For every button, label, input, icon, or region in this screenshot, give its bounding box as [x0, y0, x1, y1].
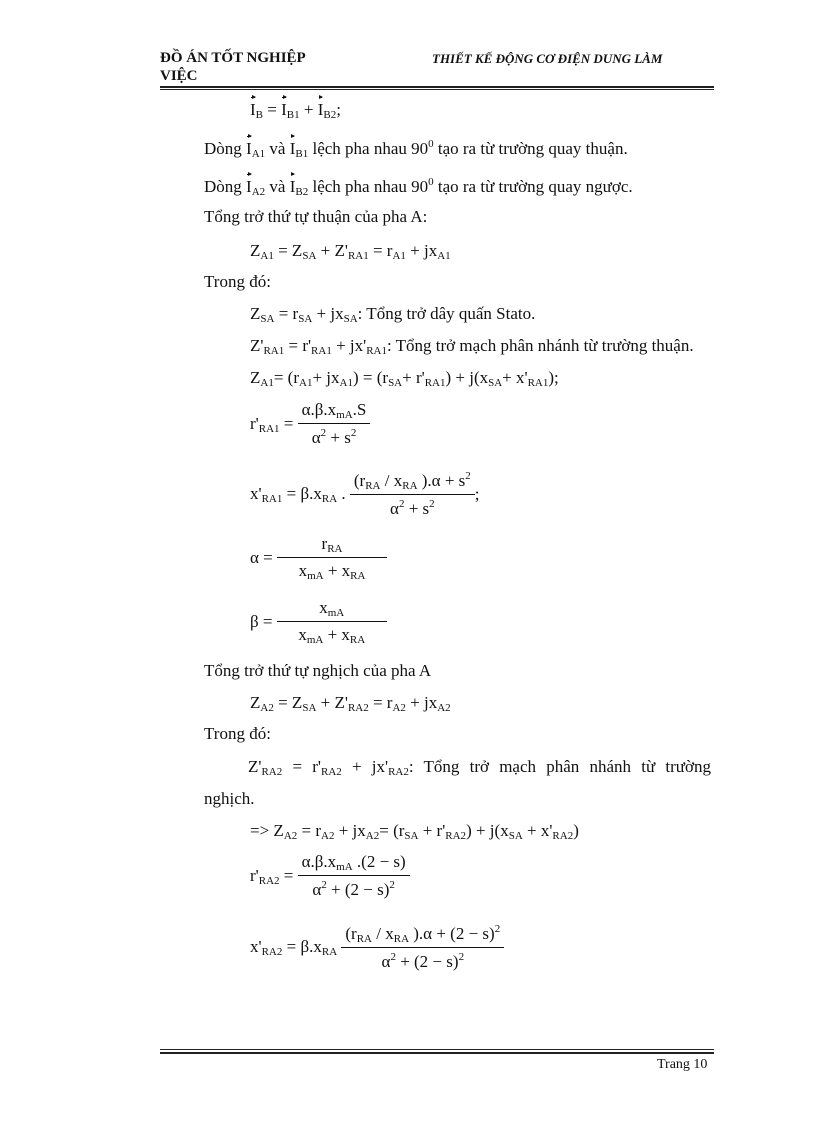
equation-zra1: $Z'_{RA1} = r'_{RA1} + jx'_{RA1}$: Tổng trở mạch phân nhánh từ trường thuận. [250, 336, 694, 357]
paragraph-negative-sequence: Dòng $I_{A2}$ và $I_{B2}$ lệch pha nhau $90^0$ tạo ra từ trường quay ngược. [204, 176, 633, 198]
equation-ib: $I_B = I_{B1} + I_{B2}$; [250, 100, 341, 121]
heading-positive-impedance: Tổng trở thứ tự thuận của pha A: [204, 207, 428, 226]
page-number: Trang 10 [657, 1057, 708, 1072]
equation-r-ra1: $r'_{RA1}$ = $\frac{\alpha.\beta.x_{mA}.S}{\alpha^2 + s^2}$ [250, 400, 370, 448]
equation-zra2-continuation: nghịch. [204, 789, 255, 808]
equation-x-ra2: $x'_{RA2} = \beta.x_{RA}$ $\frac{(r_{RA} / x_{RA} ).\alpha + (2 - s)^2}{\alpha^2 + (2 - s)^2}$ [250, 923, 504, 972]
equation-alpha: α = $\frac{r_{RA}}{x_{mA} + x_{RA}}$ [250, 534, 387, 582]
header-rule-thin [160, 89, 714, 90]
equation-x-ra1: $x'_{RA1} = \beta.x_{RA}$ . $\frac{(r_{RA} / x_{RA} ).\alpha + s^2}{\alpha^2 + s^2}$ ; [250, 470, 480, 518]
equation-zra2: $Z'_{RA2} = r'_{RA2} + jx'_{RA2}$: Tổng trở mạch phân nhánh từ trường [248, 757, 711, 778]
equation-za1: $Z_{A1} = Z_{SA} + Z'_{RA1} = r_{A1} + jx_{A1}$ [250, 241, 451, 262]
header-title: ĐỒ ÁN TỐT NGHIỆP [160, 50, 306, 66]
header-rule [160, 86, 714, 88]
equation-zsa: $Z_{SA} = r_{SA} + jx_{SA}$: Tổng trở dây quấn Stato. [250, 304, 536, 325]
equation-za1-expanded: $Z_{A1}= (r_{A1}+ jx_{A1}) = (r_{SA}+ r'_{RA1}) + j(x_{SA}+ x'_{RA1})$; [250, 368, 559, 389]
heading-negative-impedance: Tổng trở thứ tự nghịch của pha A [204, 661, 432, 680]
header-subject: THIẾT KẾ ĐỘNG CƠ ĐIỆN DUNG LÀM [432, 51, 663, 66]
equation-za2: $Z_{A2} = Z_{SA} + Z'_{RA2} = r_{A2} + jx_{A2}$ [250, 693, 451, 714]
label-where-1: Trong đó: [204, 272, 271, 291]
equation-r-ra2: $r'_{RA2}$ = $\frac{\alpha.\beta.x_{mA} .(2 - s)}{\alpha^2 + (2 - s)^2}$ [250, 852, 410, 900]
equation-beta: β = $\frac{x_{mA}}{x_{mA} + x_{RA}}$ [250, 598, 387, 646]
equation-za2-expanded: => $Z_{A2} = r_{A2} + jx_{A2}= (r_{SA} + r'_{RA2}) + j(x_{SA} + x'_{RA2})$ [250, 821, 579, 842]
paragraph-positive-sequence: Dòng $I_{A1}$ và $I_{B1}$ lệch pha nhau $90^0$ tạo ra từ trường quay thuận. [204, 138, 628, 160]
footer-rule-thin [160, 1049, 714, 1050]
header-title-continuation: VIỆC [160, 68, 198, 84]
footer-rule [160, 1052, 714, 1054]
label-where-2: Trong đó: [204, 724, 271, 743]
